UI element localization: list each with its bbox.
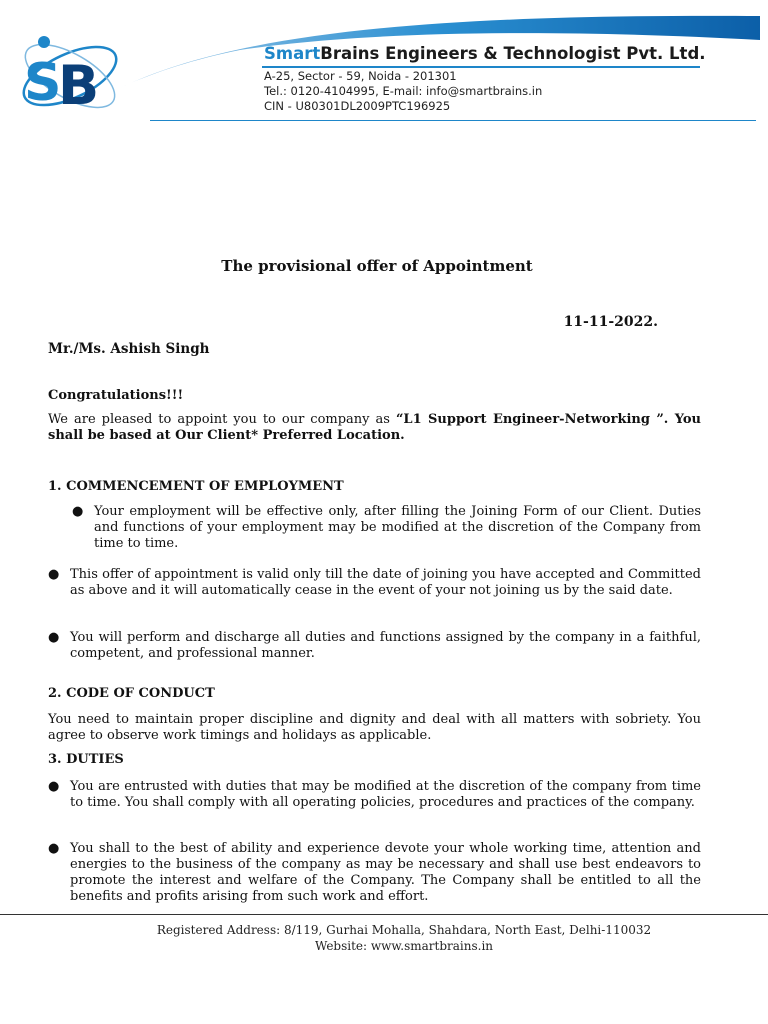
bullet-dot: ● [48, 841, 60, 856]
header-divider [150, 120, 756, 121]
footer-address: Registered Address: 8/119, Gurhai Mohalla, Shahdara, North East, Delhi-110032 [156, 923, 652, 937]
section-1-heading: 1. COMMENCEMENT OF EMPLOYMENT [48, 479, 344, 494]
list-item: Your employment will be effective only, after filling the Joining Form of our Client. Duties and functions of your employment may be modified at the discretion of the Company from time to time. [94, 504, 701, 551]
svg-text:S: S [24, 53, 62, 113]
intro-position: “L1 Support Engineer-Networking ”. You shall be based at Our Client* Preferred Location. [48, 412, 701, 443]
letter-title: The provisional offer of Appointment [221, 257, 533, 275]
footer-divider [0, 914, 768, 915]
list-item: You shall to the best of ability and experience devote your whole working time, attention and energies to the business of the company as may be necessary and shall use best endeavors to promote the interest and welfare of the Company. The Company shall be entitled to all the benefits and profits arising from such work and effort. [70, 841, 701, 904]
bullet-dot: ● [48, 779, 60, 794]
company-cin: CIN - U80301DL2009PTC196925 [264, 99, 451, 113]
list-item: You are entrusted with duties that may be modified at the discretion of the company from time to time. You shall comply with all operating policies, procedures and practices of the company. [70, 779, 701, 810]
letter-date: 11-11-2022. [563, 314, 658, 330]
bullet-dot: ● [48, 567, 60, 582]
bullet-dot: ● [72, 504, 84, 519]
greeting: Congratulations!!! [48, 388, 184, 403]
svg-text:B: B [58, 54, 100, 117]
list-item: You will perform and discharge all duties and functions assigned by the company in a faithful, competent, and professional manner. [70, 630, 701, 661]
code-of-conduct-text: You need to maintain proper discipline and dignity and deal with all matters with sobriety. You agree to observe work timings and holidays as applicable. [48, 712, 701, 743]
recipient-name: Mr./Ms. Ashish Singh [48, 341, 210, 357]
intro-text: We are pleased to appoint you to our company as [48, 412, 396, 427]
company-name-rest: Brains Engineers & Technologist Pvt. Ltd. [320, 44, 706, 63]
company-name [264, 44, 706, 63]
section-2-heading: 2. CODE OF CONDUCT [48, 686, 215, 701]
company-logo [14, 30, 124, 118]
company-contact: Tel.: 0120-4104995, E-mail: info@smartbrains.in [264, 84, 543, 98]
bullet-dot: ● [48, 630, 60, 645]
intro-paragraph [48, 412, 701, 444]
list-item: This offer of appointment is valid only till the date of joining you have accepted and Committed as above and it will automatically cease in the event of your not joining us by the said date. [70, 567, 701, 598]
company-address: A-25, Sector - 59, Noida - 201301 [264, 69, 457, 83]
company-name-highlight: Smart [264, 44, 321, 63]
section-3-heading: 3. DUTIES [48, 752, 124, 767]
footer-website: Website: www.smartbrains.in [314, 939, 494, 953]
company-name-underline [262, 66, 700, 68]
